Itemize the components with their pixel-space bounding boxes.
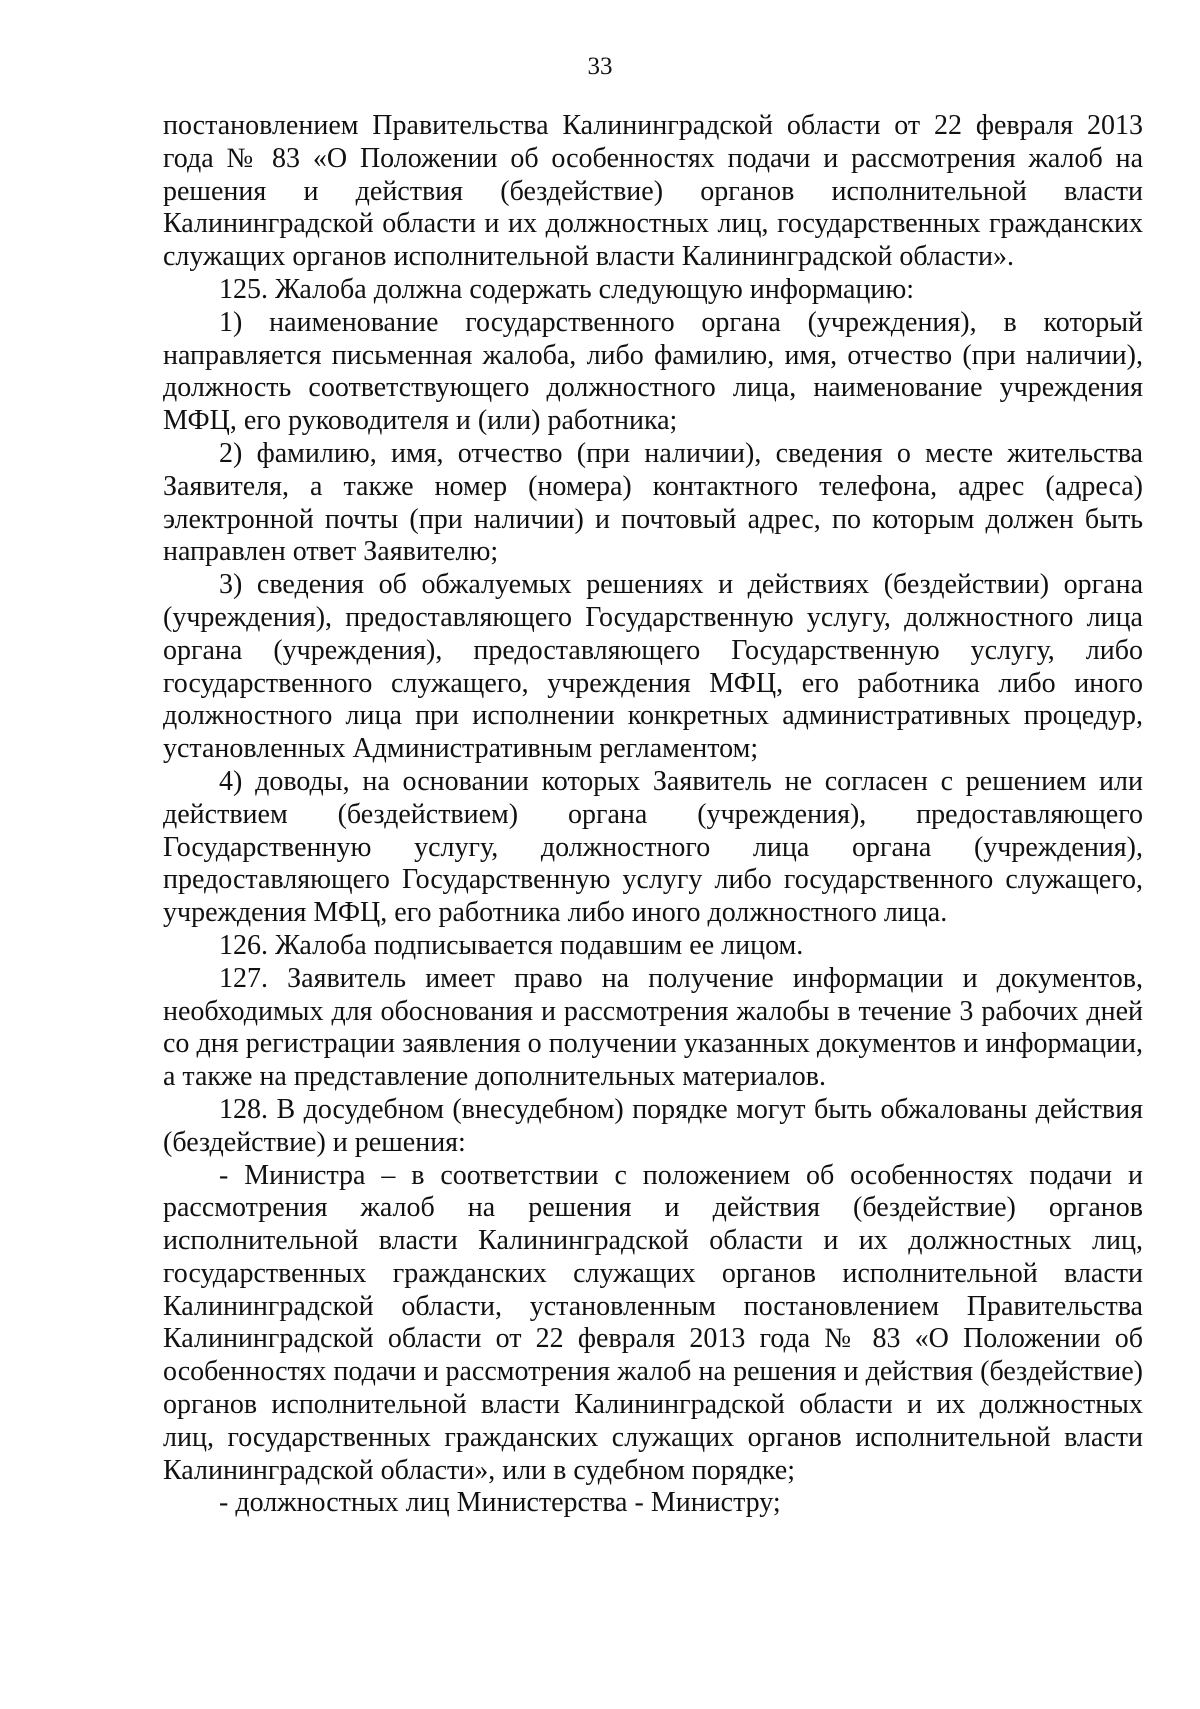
paragraph-127: 127. Заявитель имеет право на получение информации и документов, необходимых для обоснования и рассмотрения жалобы в течение 3 рабочих дней со дня регистрации заявления о получении указанных документов и информации, а также на представление дополнительных материалов.	[163, 962, 1143, 1093]
paragraph-126: 126. Жалоба подписывается подавшим ее лицом.	[219, 929, 804, 961]
paragraph-125-item-4: 4) доводы, на основании которых Заявитель не согласен с решением или действием (бездействием) органа (учреждения), предоставляющего Государственную услугу, должностного лица органа (учреждения), предоставляющего Государственную услугу либо государственного служащего, учреждения МФЦ, его работника либо иного должностного лица.	[163, 765, 1143, 929]
document-body	[163, 110, 1143, 1520]
paragraph-125: 125. Жалоба должна содержать следующую информацию:	[219, 273, 915, 305]
paragraph-128-officials: - должностных лиц Министерства - Министру;	[219, 1487, 781, 1519]
paragraph-128: 128. В досудебном (внесудебном) порядке могут быть обжалованы действия (бездействие) и решения:	[163, 1093, 1143, 1158]
paragraph-125-item-2: 2) фамилию, имя, отчество (при наличии), сведения о месте жительства Заявителя, а также номер (номера) контактного телефона, адрес (адреса) электронной почты (при наличии) и почтовый адрес, по которым должен быть направлен ответ Заявителю;	[163, 437, 1143, 568]
paragraph-125-item-1: 1) наименование государственного органа (учреждения), в который направляется письменная жалоба, либо фамилию, имя, отчество (при наличии), должность соответствующего должностного лица, наименование учреждения МФЦ, его руководителя и (или) работника;	[163, 306, 1143, 437]
paragraph-continuation: постановлением Правительства Калининградской области от 22 февраля 2013 года № 83 «О Положении об особенностях подачи и рассмотрения жалоб на решения и действия (бездействие) органов исполнительной власти Калининградской области и их должностных лиц, государственных гражданских служащих органов исполнительной власти Калининградской области».	[163, 110, 1143, 273]
paragraph-128-minister: - Министра – в соответствии с положением об особенностях подачи и рассмотрения жалоб на решения и действия (бездействие) органов исполнительной власти Калининградской области и их должностных лиц, государственных гражданских служащих органов исполнительной власти Калининградской области, установленным постановлением Правительства Калининградской области от 22 февраля 2013 года № 83 «О Положении об особенностях подачи и рассмотрения жалоб на решения и действия (бездействие) органов исполнительной власти Калининградской области и их должностных лиц, государственных гражданских служащих органов исполнительной власти Калининградской области», или в судебном порядке;	[163, 1159, 1143, 1486]
paragraph-125-item-3: 3) сведения об обжалуемых решениях и действиях (бездействии) органа (учреждения), предоставляющего Государственную услугу, должностного лица органа (учреждения), предоставляющего Государственную услугу, либо государственного служащего, учреждения МФЦ, его работника либо иного должностного лица при исполнении конкретных административных процедур, установленных Административным регламентом;	[163, 569, 1143, 765]
page-number: 33	[587, 53, 613, 80]
